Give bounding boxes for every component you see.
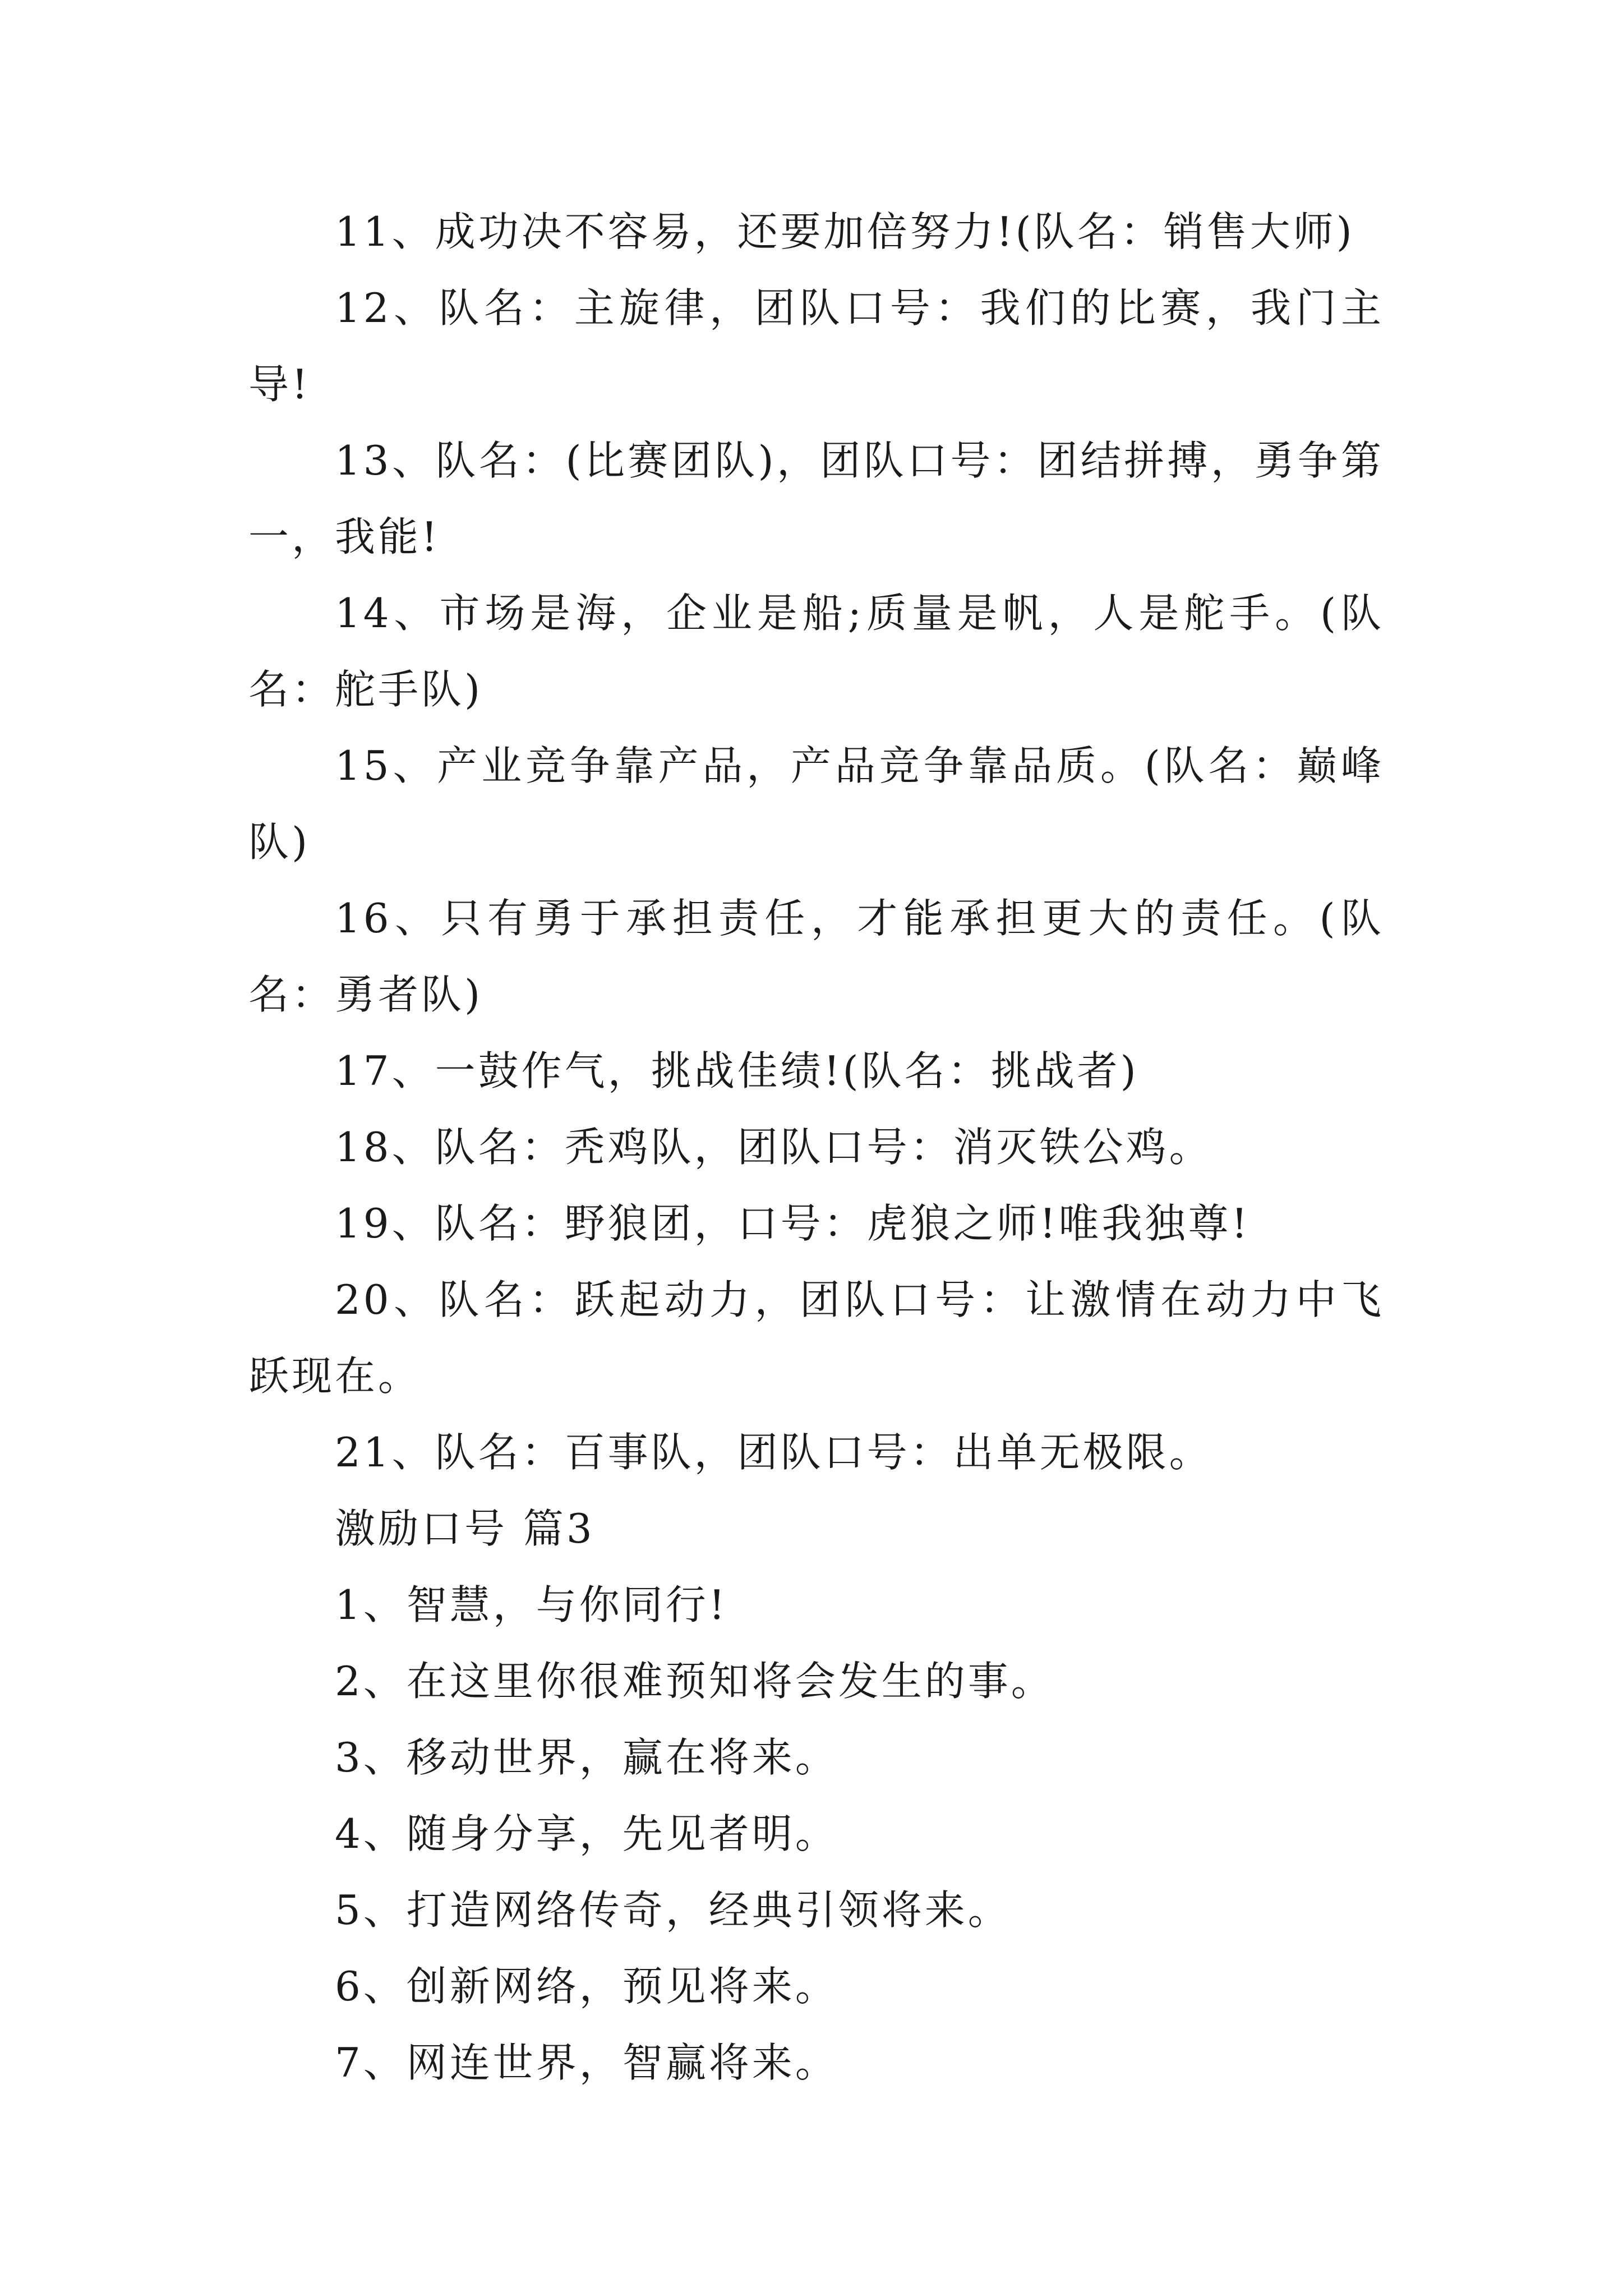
paragraph-item-12: 12、队名：主旋律，团队口号：我们的比赛，我门主导! [248, 284, 1384, 408]
slogan-item-5: 5、打造网络传奇，经典引领将来。 [335, 1887, 1011, 1934]
paragraph-item-18: 18、队名：秃鸡队，团队口号：消灭铁公鸡。 [335, 1124, 1212, 1171]
paragraph-item-19: 19、队名：野狼团，口号：虎狼之师!唯我独尊! [335, 1200, 1251, 1247]
section-heading: 激励口号 篇3 [335, 1505, 595, 1552]
paragraph-item-14: 14、市场是海，企业是船;质量是帆，人是舵手。(队名：舵手队) [248, 590, 1384, 713]
paragraph-item-21: 21、队名：百事队，团队口号：出单无极限。 [335, 1429, 1212, 1476]
slogan-item-1: 1、智慧，与你同行! [335, 1581, 728, 1628]
slogan-item-3: 3、移动世界，赢在将来。 [335, 1734, 838, 1781]
paragraph-item-11: 11、成功决不容易，还要加倍努力!(队名：销售大师) [335, 208, 1355, 255]
paragraph-item-16: 16、只有勇于承担责任，才能承担更大的责任。(队名：勇者队) [248, 895, 1384, 1018]
paragraph-item-17: 17、一鼓作气，挑战佳绩!(队名：挑战者) [335, 1047, 1139, 1094]
slogan-item-4: 4、随身分享，先见者明。 [335, 1810, 838, 1857]
slogan-item-2: 2、在这里你很难预知将会发生的事。 [335, 1658, 1054, 1705]
slogan-item-7: 7、网连世界，智赢将来。 [335, 2039, 838, 2086]
paragraph-item-13: 13、队名：(比赛团队)，团队口号：团结拼搏，勇争第一，我能! [248, 437, 1384, 560]
slogan-item-6: 6、创新网络，预见将来。 [335, 1963, 838, 2010]
document-body [248, 194, 1384, 2101]
paragraph-item-15: 15、产业竞争靠产品，产品竞争靠品质。(队名：巅峰队) [248, 742, 1384, 866]
paragraph-item-20: 20、队名：跃起动力，团队口号：让激情在动力中飞跃现在。 [248, 1276, 1384, 1400]
